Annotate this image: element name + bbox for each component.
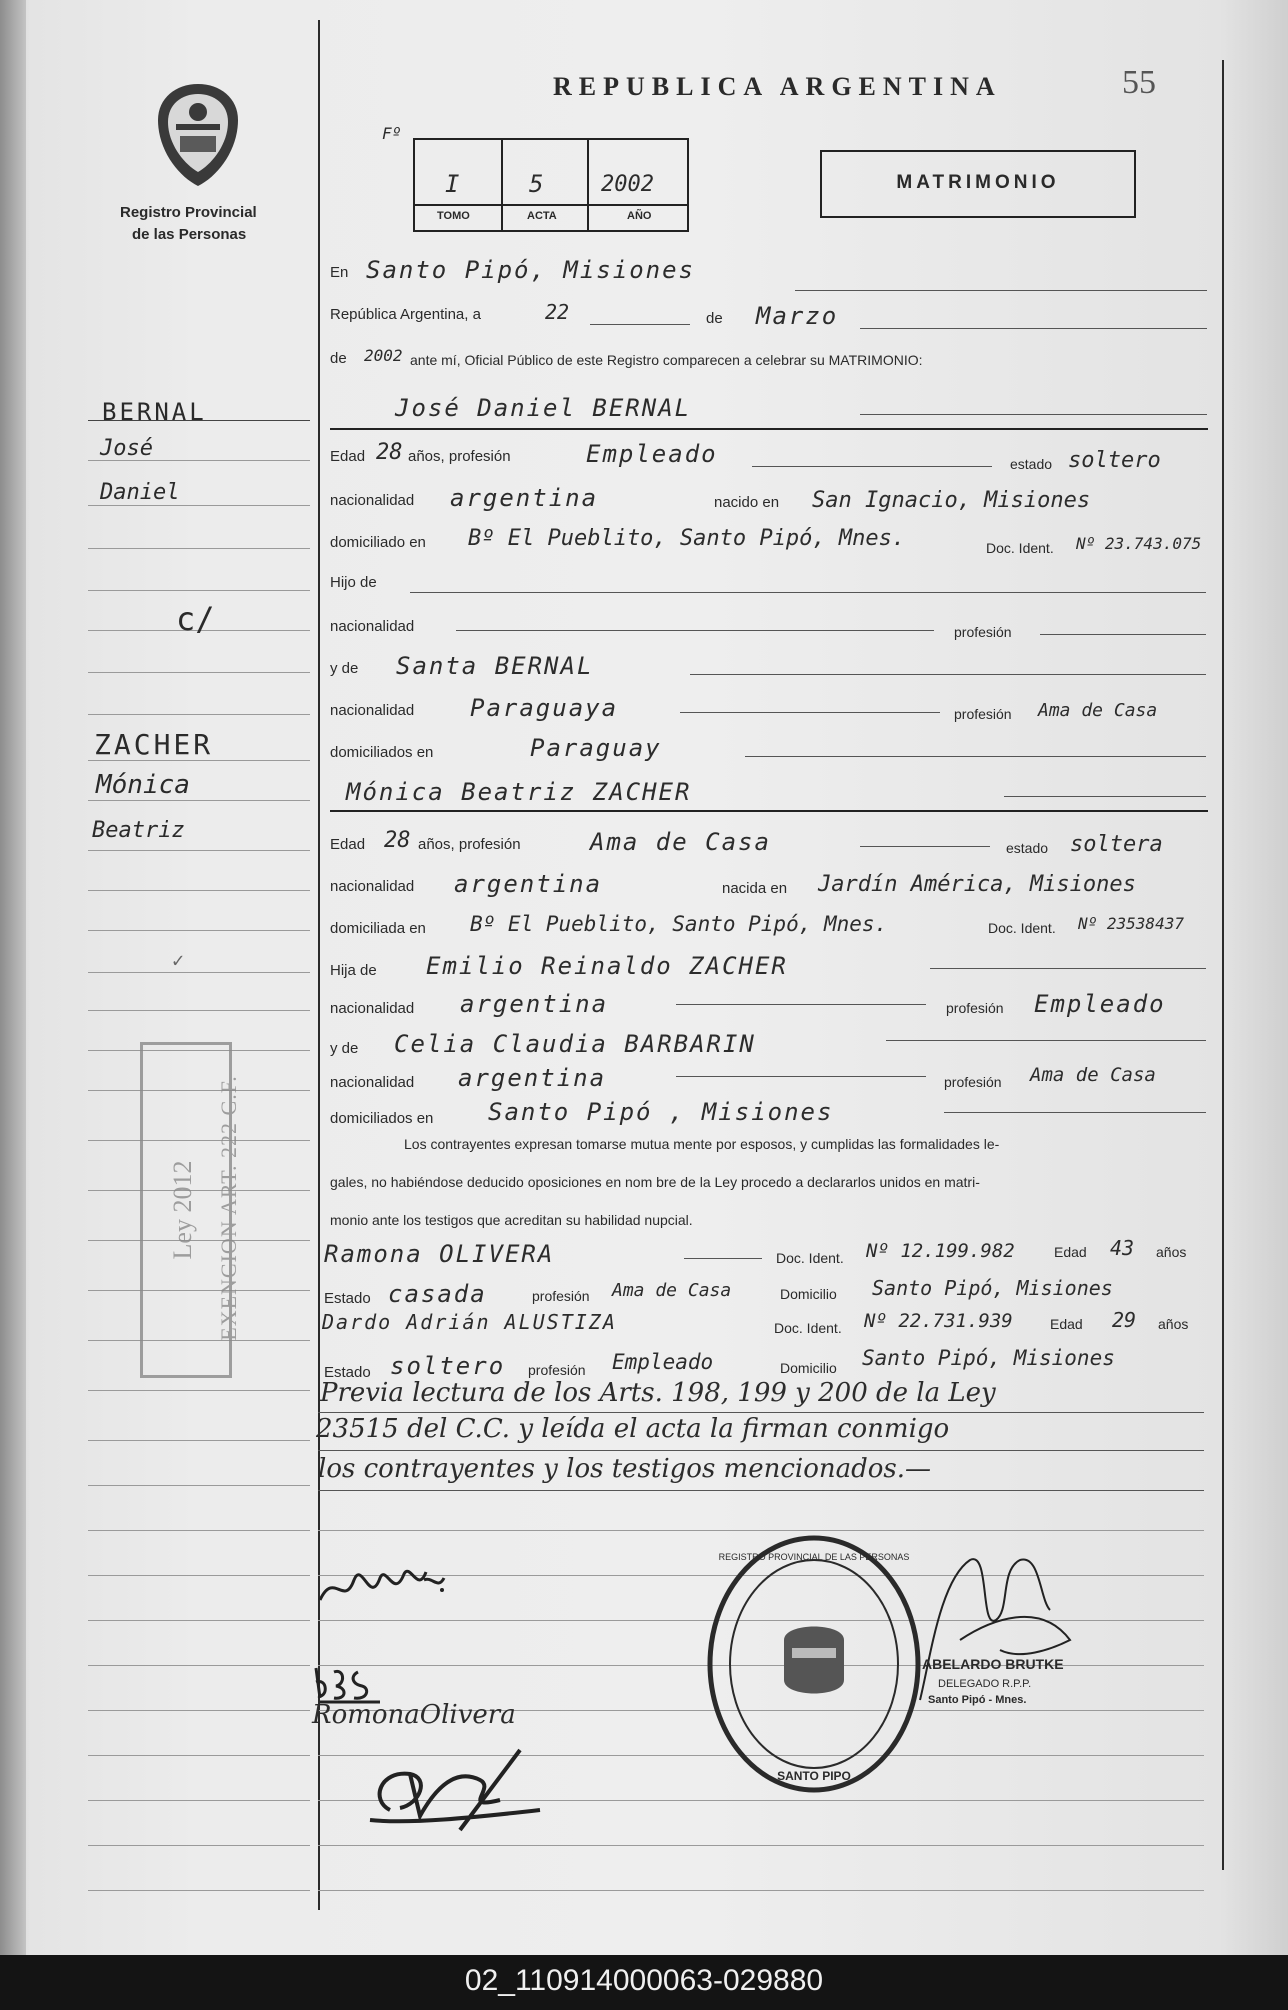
en-label: En [330,264,349,281]
bride-father-nat-label: nacionalidad [330,1000,415,1017]
witness1-status: casada [388,1280,487,1308]
bride-father-nationality: argentina [460,990,609,1018]
witness2-estado-label: Estado [324,1364,371,1381]
groom-mother-nationality: Paraguaya [470,694,619,722]
bride-doc-label: Doc. Ident. [988,920,1056,936]
witness1-profession: Ama de Casa [612,1280,732,1301]
folio-number: 55 [1122,64,1156,101]
groom-doc-label: Doc. Ident. [986,540,1054,556]
bride-domicilio-label: domiciliada en [330,920,426,937]
witness2-age: 29 [1112,1308,1137,1332]
bride-mother-profession: Ama de Casa [1030,1064,1156,1086]
bride-nationality: argentina [454,870,603,898]
witness2-profesion-label: profesión [528,1362,586,1378]
groom-profesion-label: años, profesión [408,448,511,465]
groom-parents-address: Paraguay [530,734,662,762]
tomo-value: I [445,170,460,198]
margin-groom-name1: José [100,436,153,461]
bride-estado-label: estado [1006,840,1049,856]
bride-mother-nationality: argentina [458,1064,607,1092]
groom-father-nat-label: nacionalidad [330,618,415,635]
year-value: 2002 [364,346,403,365]
official-title: DELEGADO R.P.P. [938,1678,1032,1690]
groom-yde-label: y de [330,660,359,677]
record-index-table [413,138,689,232]
bride-status: soltera [1070,832,1163,857]
place-value: Santo Pipó, Misiones [366,256,695,284]
exemption-stamp-line1: Ley 2012 [168,1160,197,1260]
bride-father: Emilio Reinaldo ZACHER [426,952,788,980]
official-signature [900,1540,1100,1720]
declaration-line3: monio ante los testigos que acreditan su habilidad nupcial. [330,1212,693,1228]
tomo-label: TOMO [437,210,470,222]
witness1-profesion-label: profesión [532,1288,590,1304]
witness2-edad-label: Edad [1050,1316,1083,1332]
witness2-status: soltero [390,1352,506,1380]
bride-parents-dom-label: domiciliados en [330,1110,434,1127]
margin-bride-name2: Beatriz [92,818,185,843]
record-type-box [820,150,1136,218]
witness1-doc-label: Doc. Ident. [776,1250,844,1266]
groom-mother-profesion-label: profesión [954,706,1012,722]
margin-tick: ✓ [172,948,185,972]
witness1-anos-label: años [1156,1244,1187,1260]
bride-yde-label: y de [330,1040,359,1057]
provincial-emblem-icon [150,80,246,190]
official-name: ABELARDO BRUTKE [922,1656,1064,1672]
bride-profession: Ama de Casa [590,828,771,856]
bride-age: 28 [384,828,411,853]
acta-value: 5 [529,170,544,198]
groom-father-profesion-label: profesión [954,624,1012,640]
day-value: 22 [545,300,570,324]
official-seal-icon [700,1530,930,1800]
groom-status: soltero [1068,448,1161,473]
witness2-address: Santo Pipó, Misiones [862,1346,1115,1370]
seal-bottom-text: SANTO PIPO [777,1769,851,1783]
republica-label: República Argentina, a [330,306,481,323]
bride-birthplace: Jardín América, Misiones [818,872,1136,897]
bride-mother-nat-label: nacionalidad [330,1074,415,1091]
witness1-domicilio-label: Domicilio [780,1286,837,1302]
record-type: MATRIMONIO [896,172,1060,193]
witness1-edad-label: Edad [1054,1244,1087,1260]
groom-hijo-label: Hijo de [330,574,377,591]
exemption-stamp-line2: EXENCION ART. 222 C.F. [216,1075,241,1341]
closing-line2: 23515 del C.C. y leída el acta la firman conmigo [316,1414,950,1444]
bride-father-profession: Empleado [1034,990,1166,1018]
groom-doc: Nº 23.743.075 [1076,534,1202,553]
margin-connector: c/ [176,600,215,638]
witness2-doc-label: Doc. Ident. [774,1320,842,1336]
margin-groom-name2: Daniel [100,480,180,505]
registry-name-line2: de las Personas [132,226,247,243]
margin-bride-name1: Mónica [96,770,190,800]
groom-nat-label: nacionalidad [330,492,415,509]
witness1-age: 43 [1110,1236,1135,1260]
witness1-doc: Nº 12.199.982 [866,1240,1015,1262]
registry-name-line1: Registro Provincial [120,204,257,221]
groom-mother: Santa BERNAL [396,652,594,680]
closing-line3: los contrayentes y los testigos mencionados.— [318,1454,932,1484]
groom-signature [314,1550,454,1620]
witness1-name: Ramona OLIVERA [324,1240,555,1268]
bride-doc: Nº 23538437 [1078,914,1184,933]
bride-edad-label: Edad [330,836,366,853]
margin-bride-surname: ZACHER [94,728,214,761]
witness1-signature: RomonaOlivera [312,1700,516,1730]
bride-nat-label: nacionalidad [330,878,415,895]
scan-file-id: 02_110914000063-029880 [464,1964,824,1997]
anio-label: AÑO [627,210,652,222]
groom-full-name: José Daniel BERNAL [395,394,692,422]
folio-mark: Fº [382,124,402,143]
intro-text: ante mí, Oficial Público de este Registro comparecen a celebrar su MATRIMONIO: [410,352,923,368]
declaration-line1: Los contrayentes expresan tomarse mutua mente por esposos, y cumplidas las formalidades le- [404,1136,1000,1152]
bride-full-name: Mónica Beatriz ZACHER [346,778,692,806]
de2-label: de [330,350,347,367]
official-place: Santo Pipó - Mnes. [928,1694,1027,1706]
exemption-stamp [140,1042,241,1378]
witness2-domicilio-label: Domicilio [780,1360,837,1376]
groom-edad-label: Edad [330,448,366,465]
book-binding [0,0,26,1955]
month-value: Marzo [756,302,839,330]
witness1-estado-label: Estado [324,1290,371,1307]
groom-estado-label: estado [1010,456,1053,472]
groom-mother-nat-label: nacionalidad [330,702,415,719]
witness2-doc: Nº 22.731.939 [864,1310,1013,1332]
witness2-name: Dardo Adrián ALUSTIZA [322,1310,617,1334]
groom-birthplace: San Ignacio, Misiones [812,488,1091,513]
acta-label: ACTA [527,210,557,222]
groom-domicilio-label: domiciliado en [330,534,426,551]
anio-value: 2002 [601,172,654,197]
groom-address: Bº El Pueblito, Santo Pipó, Mnes. [468,526,906,551]
bride-parents-address: Santo Pipó , Misiones [488,1098,834,1126]
witness1-address: Santo Pipó, Misiones [872,1276,1113,1300]
witness2-anos-label: años [1158,1316,1189,1332]
bride-mother: Celia Claudia BARBARIN [394,1030,756,1058]
bride-mother-profesion-label: profesión [944,1074,1002,1090]
margin-groom-surname: BERNAL [102,398,207,426]
bride-profesion-label: años, profesión [418,836,521,853]
bride-address: Bº El Pueblito, Santo Pipó, Mnes. [470,912,888,936]
country-title: REPUBLICA ARGENTINA [553,72,1002,101]
seal-top-text: REGISTRO PROVINCIAL DE LAS PERSONAS [718,1552,910,1562]
right-border [1222,60,1224,1870]
groom-mother-profession: Ama de Casa [1038,700,1158,721]
declaration-line2: gales, no habiéndose deducido oposiciones en nom bre de la Ley procedo a declararlos unidos en matri- [330,1174,980,1190]
bride-father-profesion-label: profesión [946,1000,1004,1016]
de-label: de [706,310,723,327]
witness2-signature [350,1740,550,1840]
groom-profession: Empleado [586,440,718,468]
margin-divider [318,20,320,1910]
witness2-profession: Empleado [612,1350,714,1374]
groom-nacido-label: nacido en [714,494,780,511]
bride-nacida-label: nacida en [722,880,788,897]
groom-age: 28 [376,440,403,465]
closing-line1: Previa lectura de los Arts. 198, 199 y 200 de la Ley [320,1378,996,1408]
groom-parents-dom-label: domiciliados en [330,744,434,761]
groom-nationality: argentina [450,484,599,512]
bride-hija-label: Hija de [330,962,377,979]
